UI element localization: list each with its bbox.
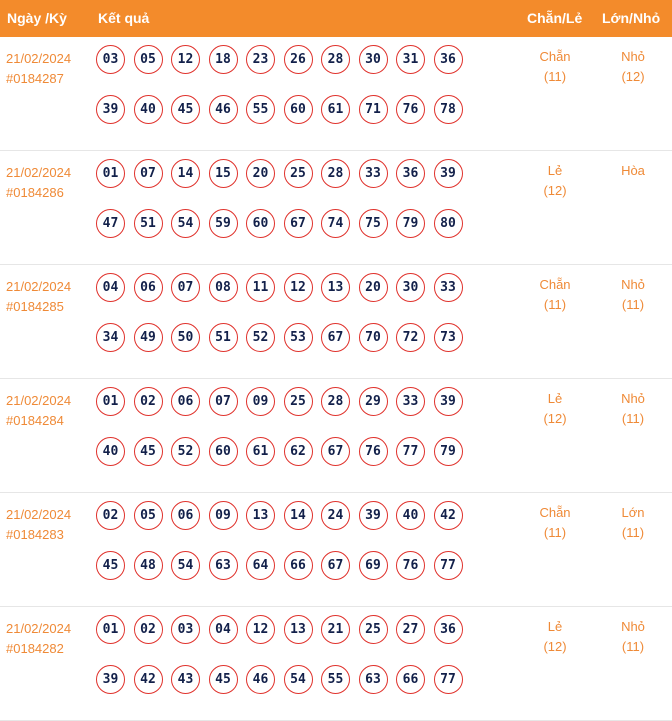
even-odd-count: (12) [543, 411, 567, 426]
draw-id: #0184287 [6, 71, 64, 86]
result-numbers [96, 273, 476, 373]
number-ball: 06 [134, 273, 163, 302]
number-ball: 80 [434, 209, 463, 238]
number-ball: 69 [359, 551, 388, 580]
number-ball: 13 [284, 615, 313, 644]
number-ball: 59 [209, 209, 238, 238]
number-ball: 21 [321, 615, 350, 644]
number-ball: 23 [246, 45, 275, 74]
draw-date-cell [6, 505, 71, 545]
number-ball: 39 [96, 95, 125, 124]
even-odd-cell [525, 47, 585, 87]
big-small-count: (11) [621, 297, 645, 312]
even-odd-count: (11) [543, 297, 567, 312]
draw-date-cell [6, 391, 71, 431]
number-ball: 28 [321, 159, 350, 188]
big-small-count: (11) [621, 525, 645, 540]
number-ball: 31 [396, 45, 425, 74]
number-ball: 75 [359, 209, 388, 238]
ball-line [96, 501, 476, 535]
result-numbers [96, 501, 476, 601]
even-odd-cell [525, 275, 585, 315]
draw-id: #0184284 [6, 413, 64, 428]
even-odd-count: (12) [543, 639, 567, 654]
number-ball: 06 [171, 387, 200, 416]
result-numbers [96, 159, 476, 259]
header-big-small: Lớn/Nhỏ [602, 10, 661, 26]
number-ball: 60 [284, 95, 313, 124]
even-odd-count: (12) [543, 183, 567, 198]
results-table-header [0, 0, 672, 37]
header-even-odd: Chẵn/Lẻ [527, 10, 583, 26]
ball-line [96, 615, 476, 649]
big-small-count: (12) [621, 69, 645, 84]
draw-id: #0184282 [6, 641, 64, 656]
number-ball: 74 [321, 209, 350, 238]
number-ball: 66 [396, 665, 425, 694]
ball-line [96, 209, 476, 243]
number-ball: 02 [134, 387, 163, 416]
number-ball: 39 [434, 159, 463, 188]
number-ball: 03 [96, 45, 125, 74]
number-ball: 05 [134, 501, 163, 530]
number-ball: 06 [171, 501, 200, 530]
number-ball: 25 [284, 159, 313, 188]
number-ball: 55 [321, 665, 350, 694]
number-ball: 54 [171, 209, 200, 238]
number-ball: 39 [96, 665, 125, 694]
even-odd-cell [525, 389, 585, 429]
number-ball: 63 [359, 665, 388, 694]
number-ball: 14 [284, 501, 313, 530]
number-ball: 46 [209, 95, 238, 124]
even-odd-value: Lẻ [547, 163, 563, 178]
number-ball: 15 [209, 159, 238, 188]
big-small-value: Hòa [621, 163, 645, 178]
big-small-count: (11) [621, 411, 645, 426]
number-ball: 60 [246, 209, 275, 238]
number-ball: 77 [434, 665, 463, 694]
number-ball: 45 [96, 551, 125, 580]
ball-line [96, 437, 476, 471]
big-small-cell [603, 161, 663, 181]
ball-line [96, 323, 476, 357]
draw-date-cell [6, 619, 71, 659]
even-odd-cell [525, 617, 585, 657]
big-small-value: Nhỏ [621, 391, 645, 406]
number-ball: 61 [321, 95, 350, 124]
number-ball: 18 [209, 45, 238, 74]
number-ball: 01 [96, 159, 125, 188]
number-ball: 42 [434, 501, 463, 530]
number-ball: 30 [396, 273, 425, 302]
number-ball: 33 [359, 159, 388, 188]
number-ball: 39 [359, 501, 388, 530]
number-ball: 51 [209, 323, 238, 352]
number-ball: 33 [396, 387, 425, 416]
ball-line [96, 45, 476, 79]
result-numbers [96, 45, 476, 145]
draw-date: 21/02/2024 [6, 507, 72, 522]
number-ball: 08 [209, 273, 238, 302]
number-ball: 79 [434, 437, 463, 466]
result-row [0, 493, 672, 607]
number-ball: 12 [284, 273, 313, 302]
number-ball: 76 [396, 95, 425, 124]
even-odd-count: (11) [543, 69, 567, 84]
draw-date: 21/02/2024 [6, 51, 72, 66]
number-ball: 66 [284, 551, 313, 580]
number-ball: 67 [321, 323, 350, 352]
number-ball: 40 [134, 95, 163, 124]
number-ball: 70 [359, 323, 388, 352]
big-small-cell [603, 275, 663, 315]
number-ball: 12 [246, 615, 275, 644]
draw-date-cell [6, 277, 71, 317]
number-ball: 72 [396, 323, 425, 352]
even-odd-count: (11) [543, 525, 567, 540]
number-ball: 36 [434, 45, 463, 74]
even-odd-value: Lẻ [547, 391, 563, 406]
number-ball: 62 [284, 437, 313, 466]
number-ball: 28 [321, 45, 350, 74]
number-ball: 26 [284, 45, 313, 74]
number-ball: 52 [246, 323, 275, 352]
result-row [0, 151, 672, 265]
ball-line [96, 273, 476, 307]
result-numbers [96, 387, 476, 487]
number-ball: 04 [96, 273, 125, 302]
even-odd-value: Chẵn [539, 505, 571, 520]
big-small-cell [603, 503, 663, 543]
big-small-value: Nhỏ [621, 277, 645, 292]
draw-date: 21/02/2024 [6, 393, 72, 408]
number-ball: 55 [246, 95, 275, 124]
results-table-body [0, 37, 672, 721]
ball-line [96, 665, 476, 699]
ball-line [96, 159, 476, 193]
number-ball: 27 [396, 615, 425, 644]
number-ball: 40 [396, 501, 425, 530]
number-ball: 67 [284, 209, 313, 238]
number-ball: 78 [434, 95, 463, 124]
even-odd-value: Chẵn [539, 277, 571, 292]
result-row [0, 379, 672, 493]
number-ball: 50 [171, 323, 200, 352]
ball-line [96, 387, 476, 421]
number-ball: 07 [134, 159, 163, 188]
number-ball: 39 [434, 387, 463, 416]
number-ball: 51 [134, 209, 163, 238]
number-ball: 73 [434, 323, 463, 352]
number-ball: 77 [396, 437, 425, 466]
draw-id: #0184286 [6, 185, 64, 200]
draw-date-cell [6, 49, 71, 89]
number-ball: 09 [209, 501, 238, 530]
number-ball: 07 [209, 387, 238, 416]
big-small-cell [603, 617, 663, 657]
number-ball: 03 [171, 615, 200, 644]
number-ball: 64 [246, 551, 275, 580]
number-ball: 54 [171, 551, 200, 580]
number-ball: 49 [134, 323, 163, 352]
number-ball: 54 [284, 665, 313, 694]
ball-line [96, 95, 476, 129]
draw-id: #0184283 [6, 527, 64, 542]
number-ball: 12 [171, 45, 200, 74]
number-ball: 20 [359, 273, 388, 302]
number-ball: 28 [321, 387, 350, 416]
even-odd-cell [525, 503, 585, 543]
number-ball: 34 [96, 323, 125, 352]
number-ball: 67 [321, 437, 350, 466]
number-ball: 02 [134, 615, 163, 644]
draw-date: 21/02/2024 [6, 165, 72, 180]
number-ball: 61 [246, 437, 275, 466]
number-ball: 45 [209, 665, 238, 694]
big-small-value: Lớn [621, 505, 645, 520]
result-row [0, 607, 672, 721]
number-ball: 13 [246, 501, 275, 530]
result-numbers [96, 615, 476, 715]
number-ball: 76 [359, 437, 388, 466]
number-ball: 25 [284, 387, 313, 416]
number-ball: 01 [96, 387, 125, 416]
number-ball: 07 [171, 273, 200, 302]
number-ball: 36 [396, 159, 425, 188]
ball-line [96, 551, 476, 585]
number-ball: 02 [96, 501, 125, 530]
even-odd-value: Chẵn [539, 49, 571, 64]
big-small-value: Nhỏ [621, 49, 645, 64]
result-row [0, 37, 672, 151]
number-ball: 04 [209, 615, 238, 644]
number-ball: 29 [359, 387, 388, 416]
number-ball: 60 [209, 437, 238, 466]
result-row [0, 265, 672, 379]
draw-date: 21/02/2024 [6, 621, 72, 636]
even-odd-cell [525, 161, 585, 201]
number-ball: 13 [321, 273, 350, 302]
number-ball: 46 [246, 665, 275, 694]
draw-date: 21/02/2024 [6, 279, 72, 294]
number-ball: 76 [396, 551, 425, 580]
draw-date-cell [6, 163, 71, 203]
number-ball: 79 [396, 209, 425, 238]
number-ball: 01 [96, 615, 125, 644]
number-ball: 11 [246, 273, 275, 302]
number-ball: 48 [134, 551, 163, 580]
number-ball: 25 [359, 615, 388, 644]
number-ball: 45 [171, 95, 200, 124]
draw-id: #0184285 [6, 299, 64, 314]
number-ball: 14 [171, 159, 200, 188]
number-ball: 09 [246, 387, 275, 416]
even-odd-value: Lẻ [547, 619, 563, 634]
number-ball: 20 [246, 159, 275, 188]
number-ball: 45 [134, 437, 163, 466]
number-ball: 05 [134, 45, 163, 74]
number-ball: 71 [359, 95, 388, 124]
number-ball: 40 [96, 437, 125, 466]
number-ball: 52 [171, 437, 200, 466]
number-ball: 36 [434, 615, 463, 644]
number-ball: 67 [321, 551, 350, 580]
big-small-value: Nhỏ [621, 619, 645, 634]
header-result: Kết quả [98, 10, 150, 26]
number-ball: 77 [434, 551, 463, 580]
big-small-cell [603, 389, 663, 429]
big-small-cell [603, 47, 663, 87]
number-ball: 42 [134, 665, 163, 694]
number-ball: 53 [284, 323, 313, 352]
number-ball: 43 [171, 665, 200, 694]
number-ball: 63 [209, 551, 238, 580]
number-ball: 24 [321, 501, 350, 530]
header-date-period: Ngày /Kỳ [7, 10, 67, 26]
number-ball: 47 [96, 209, 125, 238]
big-small-count: (11) [621, 639, 645, 654]
number-ball: 30 [359, 45, 388, 74]
number-ball: 33 [434, 273, 463, 302]
